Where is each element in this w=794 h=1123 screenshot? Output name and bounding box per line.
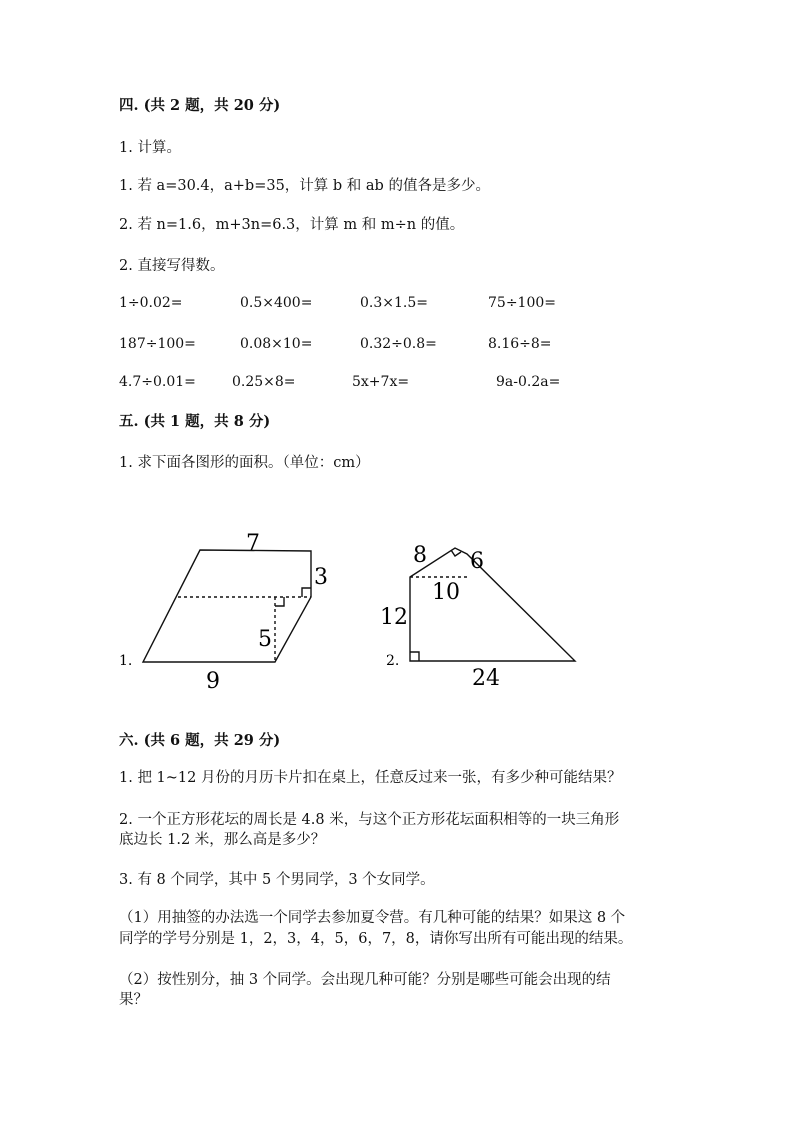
figure-1-label-bottom: 9	[206, 669, 220, 694]
sec5-q1: 1. 求下面各图形的面积。（单位：cm）	[119, 455, 370, 471]
grid-cell: 0.25×8=	[232, 374, 296, 390]
grid-cell: 187÷100=	[119, 336, 196, 352]
sec6-q3-part2-line2: 果？	[119, 992, 148, 1008]
figure-2-number: 2.	[386, 653, 400, 669]
grid-cell: 0.5×400=	[240, 295, 313, 311]
figure-2-label-a: 8	[413, 543, 427, 568]
section-6-heading: 六. (共 6 题，共 29 分)	[119, 732, 281, 749]
grid-cell: 5x+7x=	[352, 374, 410, 390]
grid-cell: 1÷0.02=	[119, 295, 183, 311]
figure-1-shape	[143, 550, 311, 662]
sec4-q1-part2: 2. 若 n=1.6，m+3n=6.3，计算 m 和 m÷n 的值。	[119, 217, 465, 233]
sec6-q3-part2-line1: （2）按性别分，抽 3 个同学。会出现几种可能？分别是哪些可能会出现的结	[119, 972, 611, 988]
section-4-heading: 四. (共 2 题，共 20 分)	[119, 97, 281, 114]
grid-cell: 0.3×1.5=	[360, 295, 428, 311]
grid-cell: 0.32÷0.8=	[360, 336, 437, 352]
grid-cell: 75÷100=	[488, 295, 556, 311]
figure-1-label-height: 5	[258, 627, 272, 652]
sec6-q3-part1-line1: （1）用抽签的办法选一个同学去参加夏令营。有几种可能的结果？如果这 8 个	[119, 910, 626, 926]
sec6-q1: 1. 把 1~12 月份的月历卡片扣在桌上，任意反过来一张，有多少种可能结果？	[119, 770, 622, 786]
grid-cell: 9a-0.2a=	[496, 374, 561, 390]
figure-2-label-c: 10	[432, 580, 460, 605]
sec4-q2-title: 2. 直接写得数。	[119, 258, 225, 274]
figure-1-number: 1.	[119, 653, 133, 669]
figure-2-label-bottom: 24	[472, 666, 500, 691]
area-figures	[110, 520, 630, 700]
grid-cell: 8.16÷8=	[488, 336, 552, 352]
sec4-q1-title: 1. 计算。	[119, 140, 181, 156]
figure-1	[143, 550, 311, 662]
figure-1-right-angle-mark	[302, 588, 311, 597]
sec6-q2-line1: 2. 一个正方形花坛的周长是 4.8 米，与这个正方形花坛面积相等的一块三角形	[119, 812, 620, 828]
figure-2-label-b: 6	[470, 549, 484, 574]
section-5-heading: 五. (共 1 题，共 8 分)	[119, 413, 271, 430]
figures-svg	[110, 520, 630, 700]
figure-2-label-left: 12	[380, 605, 408, 630]
figure-1-label-top: 7	[246, 531, 260, 556]
sec4-q1-part1: 1. 若 a=30.4，a+b=35，计算 b 和 ab 的值各是多少。	[119, 178, 490, 194]
sec6-q3: 3. 有 8 个同学，其中 5 个男同学，3 个女同学。	[119, 872, 435, 888]
figure-1-right-angle-mark	[275, 597, 284, 606]
figure-2-right-angle-mark	[410, 652, 419, 661]
figure-1-label-right: 3	[314, 565, 328, 590]
sec6-q2-line2: 底边长 1.2 米，那么高是多少？	[119, 832, 326, 848]
grid-cell: 4.7÷0.01=	[119, 374, 196, 390]
sec6-q3-part1-line2: 同学的学号分别是 1，2，3，4，5，6，7，8，请你写出所有可能出现的结果。	[119, 931, 633, 947]
grid-cell: 0.08×10=	[240, 336, 313, 352]
